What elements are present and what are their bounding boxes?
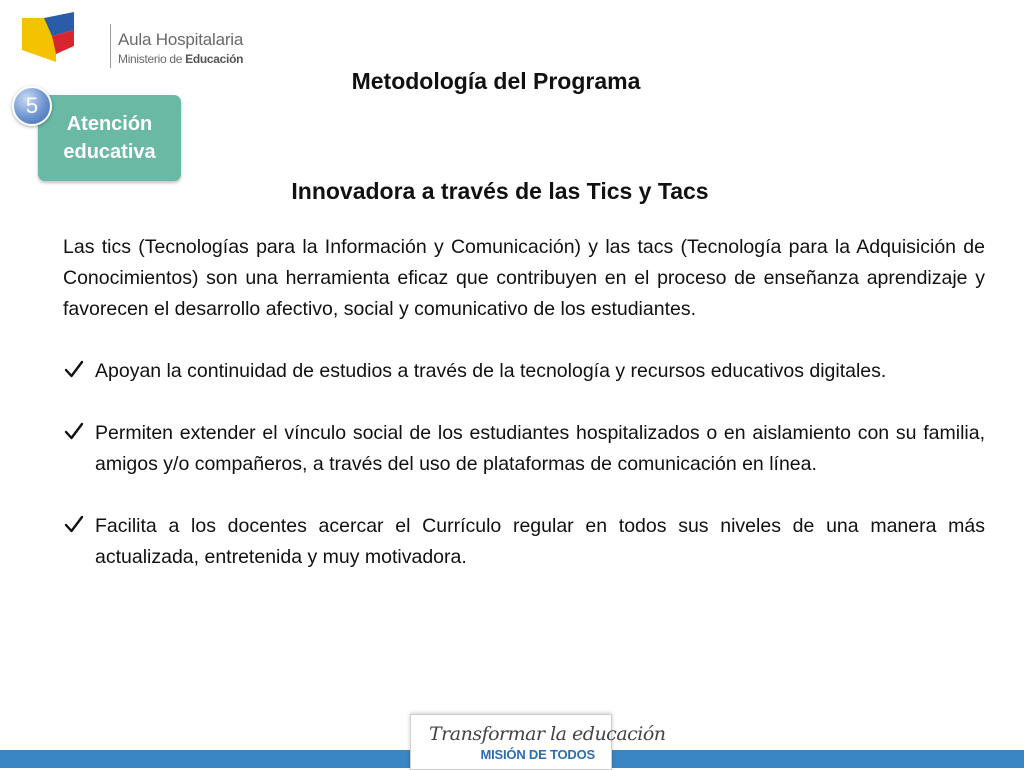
- section-number: 5: [12, 86, 52, 126]
- bullet-item: [63, 511, 985, 573]
- bullet-text: Facilita a los docentes acercar el Currículo regular en todos sus niveles de una manera más actualizada, entretenida y muy motivadora.: [95, 515, 985, 568]
- logo-divider: [110, 24, 111, 68]
- bullet-text: Apoyan la continuidad de estudios a través de la tecnología y recursos educativos digitales.: [95, 360, 887, 382]
- aula-hospitalaria-logo: [22, 10, 252, 70]
- footer-slogan-box: [410, 714, 666, 770]
- section-badge: [38, 95, 181, 181]
- section-badge-label: Atención educativa: [63, 113, 156, 163]
- bullet-text: Permiten extender el vínculo social de los estudiantes hospitalizados o en aislamiento con su familia, amigos y/o compañeros, a través del uso de plataformas de comunicación en línea.: [95, 422, 985, 475]
- checkmark-icon: [63, 420, 85, 442]
- section-subtitle: Innovadora a través de las Tics y Tacs: [291, 178, 709, 204]
- content-body: [63, 232, 985, 573]
- page-title: Metodología del Programa: [351, 68, 641, 94]
- footer-mission: MISIÓN DE TODOS: [480, 747, 595, 762]
- checkmark-icon: [63, 358, 85, 380]
- intro-paragraph: Las tics (Tecnologías para la Información y Comunicación) y las tacs (Tecnología para la Adquisición de Conocimientos) son una herramienta eficaz que contribuyen en el proceso de enseñanza aprendizaje y favorecen el desarrollo afectivo, social y comunicativo de los estudiantes.: [63, 236, 985, 320]
- footer-slogan: Transformar la educación: [429, 723, 666, 745]
- logo-subtitle: Ministerio de Educación: [118, 52, 244, 66]
- ecuador-flag-icon: [22, 10, 88, 68]
- checkmark-icon: [63, 513, 85, 535]
- logo-title: Aula Hospitalaria: [118, 30, 244, 49]
- bullet-item: [63, 418, 985, 480]
- bullet-item: [63, 356, 985, 387]
